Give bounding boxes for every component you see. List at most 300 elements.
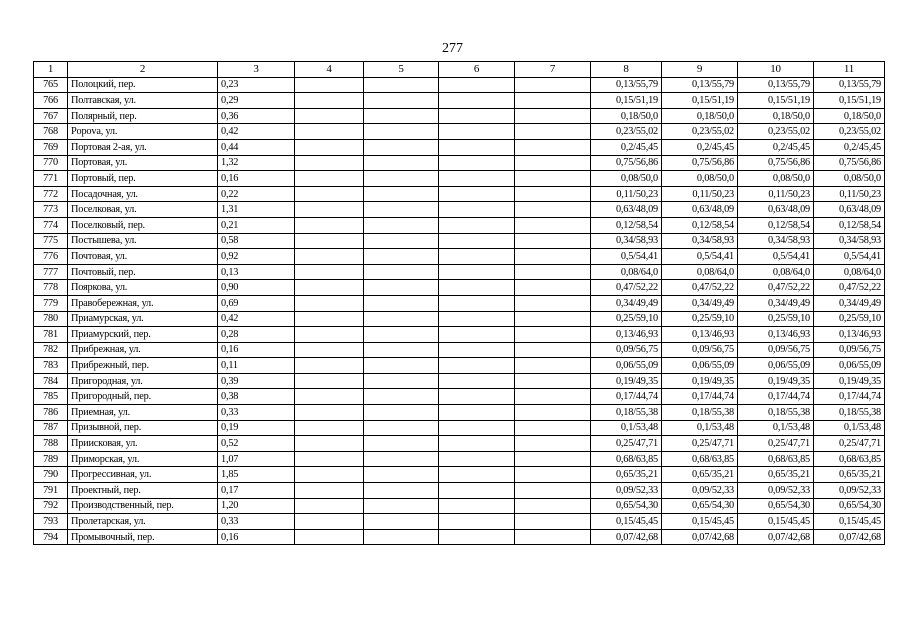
cell-col-9: 0,25/59,10 bbox=[662, 311, 738, 327]
cell-col-11: 0,13/55,79 bbox=[814, 77, 885, 93]
cell-col-8: 0,15/51,19 bbox=[591, 93, 662, 109]
cell-col-5 bbox=[364, 77, 439, 93]
cell-col-4 bbox=[295, 483, 364, 499]
cell-col-5 bbox=[364, 467, 439, 483]
cell-col-11: 0,08/50,0 bbox=[814, 171, 885, 187]
cell-col-11: 0,34/58,93 bbox=[814, 233, 885, 249]
cell-col-8: 0,23/55,02 bbox=[591, 124, 662, 140]
column-header-9: 9 bbox=[662, 62, 738, 78]
cell-length: 0,42 bbox=[218, 311, 295, 327]
table-row bbox=[34, 514, 885, 530]
cell-col-7 bbox=[515, 451, 591, 467]
cell-col-10: 0,12/58,54 bbox=[738, 217, 814, 233]
column-header-2: 2 bbox=[68, 62, 218, 78]
cell-col-10: 0,25/59,10 bbox=[738, 311, 814, 327]
cell-col-11: 0,09/52,33 bbox=[814, 483, 885, 499]
cell-col-10: 0,07/42,68 bbox=[738, 529, 814, 545]
cell-length: 0,69 bbox=[218, 295, 295, 311]
cell-col-11: 0,19/49,35 bbox=[814, 373, 885, 389]
cell-col-4 bbox=[295, 124, 364, 140]
cell-street-name: Пролетарская, ул. bbox=[68, 514, 218, 530]
cell-col-6 bbox=[439, 342, 515, 358]
cell-col-8: 0,07/42,68 bbox=[591, 529, 662, 545]
cell-col-11: 0,15/51,19 bbox=[814, 93, 885, 109]
cell-col-9: 0,07/42,68 bbox=[662, 529, 738, 545]
cell-col-7 bbox=[515, 311, 591, 327]
cell-col-6 bbox=[439, 420, 515, 436]
cell-col-4 bbox=[295, 389, 364, 405]
cell-col-5 bbox=[364, 280, 439, 296]
cell-col-6 bbox=[439, 139, 515, 155]
cell-col-7 bbox=[515, 93, 591, 109]
table-row bbox=[34, 155, 885, 171]
cell-length: 0,90 bbox=[218, 280, 295, 296]
cell-col-9: 0,09/56,75 bbox=[662, 342, 738, 358]
cell-length: 0,36 bbox=[218, 108, 295, 124]
cell-col-7 bbox=[515, 373, 591, 389]
column-header-1: 1 bbox=[34, 62, 68, 78]
cell-col-4 bbox=[295, 93, 364, 109]
cell-row-number: 788 bbox=[34, 436, 68, 452]
cell-col-10: 0,15/45,45 bbox=[738, 514, 814, 530]
cell-col-4 bbox=[295, 436, 364, 452]
cell-col-6 bbox=[439, 155, 515, 171]
cell-row-number: 765 bbox=[34, 77, 68, 93]
cell-col-6 bbox=[439, 389, 515, 405]
cell-col-4 bbox=[295, 171, 364, 187]
cell-col-5 bbox=[364, 373, 439, 389]
cell-length: 0,22 bbox=[218, 186, 295, 202]
cell-col-5 bbox=[364, 420, 439, 436]
cell-col-7 bbox=[515, 139, 591, 155]
cell-col-8: 0,75/56,86 bbox=[591, 155, 662, 171]
cell-street-name: Прибрежная, ул. bbox=[68, 342, 218, 358]
cell-col-6 bbox=[439, 405, 515, 421]
cell-row-number: 771 bbox=[34, 171, 68, 187]
table-row bbox=[34, 529, 885, 545]
cell-col-10: 0,34/58,93 bbox=[738, 233, 814, 249]
cell-street-name: Полоцкий, пер. bbox=[68, 77, 218, 93]
cell-col-8: 0,63/48,09 bbox=[591, 202, 662, 218]
column-header-7: 7 bbox=[515, 62, 591, 78]
cell-col-8: 0,25/47,71 bbox=[591, 436, 662, 452]
cell-col-11: 0,12/58,54 bbox=[814, 217, 885, 233]
cell-col-9: 0,09/52,33 bbox=[662, 483, 738, 499]
table-row bbox=[34, 108, 885, 124]
cell-col-5 bbox=[364, 498, 439, 514]
cell-row-number: 772 bbox=[34, 186, 68, 202]
cell-length: 0,17 bbox=[218, 483, 295, 499]
table-row bbox=[34, 311, 885, 327]
cell-col-11: 0,18/50,0 bbox=[814, 108, 885, 124]
cell-row-number: 794 bbox=[34, 529, 68, 545]
cell-row-number: 769 bbox=[34, 139, 68, 155]
cell-col-5 bbox=[364, 108, 439, 124]
cell-col-11: 0,07/42,68 bbox=[814, 529, 885, 545]
cell-length: 0,29 bbox=[218, 93, 295, 109]
cell-col-6 bbox=[439, 483, 515, 499]
cell-col-6 bbox=[439, 202, 515, 218]
cell-row-number: 789 bbox=[34, 451, 68, 467]
cell-col-5 bbox=[364, 186, 439, 202]
cell-col-8: 0,09/52,33 bbox=[591, 483, 662, 499]
cell-row-number: 770 bbox=[34, 155, 68, 171]
cell-row-number: 777 bbox=[34, 264, 68, 280]
cell-length: 0,13 bbox=[218, 264, 295, 280]
cell-col-7 bbox=[515, 186, 591, 202]
cell-col-4 bbox=[295, 155, 364, 171]
cell-col-4 bbox=[295, 373, 364, 389]
table-row bbox=[34, 124, 885, 140]
cell-col-7 bbox=[515, 155, 591, 171]
cell-col-5 bbox=[364, 436, 439, 452]
cell-col-10: 0,65/54,30 bbox=[738, 498, 814, 514]
cell-street-name: Почтовая, ул. bbox=[68, 249, 218, 265]
cell-length: 0,19 bbox=[218, 420, 295, 436]
cell-row-number: 780 bbox=[34, 311, 68, 327]
cell-street-name: Проектный, пер. bbox=[68, 483, 218, 499]
cell-col-8: 0,65/35,21 bbox=[591, 467, 662, 483]
cell-street-name: Постышева, ул. bbox=[68, 233, 218, 249]
cell-street-name: Прогрессивная, ул. bbox=[68, 467, 218, 483]
column-header-11: 11 bbox=[814, 62, 885, 78]
cell-col-4 bbox=[295, 139, 364, 155]
cell-row-number: 786 bbox=[34, 405, 68, 421]
cell-col-9: 0,06/55,09 bbox=[662, 358, 738, 374]
cell-col-11: 0,18/55,38 bbox=[814, 405, 885, 421]
cell-street-name: Полярный, пер. bbox=[68, 108, 218, 124]
cell-col-6 bbox=[439, 249, 515, 265]
cell-street-name: Приамурская, ул. bbox=[68, 311, 218, 327]
cell-col-7 bbox=[515, 420, 591, 436]
cell-col-8: 0,09/56,75 bbox=[591, 342, 662, 358]
table-row bbox=[34, 483, 885, 499]
cell-col-10: 0,18/50,0 bbox=[738, 108, 814, 124]
cell-col-6 bbox=[439, 295, 515, 311]
cell-street-name: Поселковый, пер. bbox=[68, 217, 218, 233]
cell-col-9: 0,5/54,41 bbox=[662, 249, 738, 265]
cell-row-number: 773 bbox=[34, 202, 68, 218]
cell-col-6 bbox=[439, 186, 515, 202]
cell-col-7 bbox=[515, 358, 591, 374]
cell-col-9: 0,63/48,09 bbox=[662, 202, 738, 218]
cell-col-10: 0,1/53,48 bbox=[738, 420, 814, 436]
cell-col-10: 0,63/48,09 bbox=[738, 202, 814, 218]
cell-col-7 bbox=[515, 342, 591, 358]
cell-col-8: 0,68/63,85 bbox=[591, 451, 662, 467]
cell-col-6 bbox=[439, 529, 515, 545]
cell-col-7 bbox=[515, 483, 591, 499]
cell-col-10: 0,75/56,86 bbox=[738, 155, 814, 171]
cell-col-9: 0,08/64,0 bbox=[662, 264, 738, 280]
cell-col-10: 0,13/46,93 bbox=[738, 327, 814, 343]
cell-col-9: 0,13/46,93 bbox=[662, 327, 738, 343]
cell-col-5 bbox=[364, 529, 439, 545]
cell-col-10: 0,08/64,0 bbox=[738, 264, 814, 280]
cell-col-6 bbox=[439, 77, 515, 93]
cell-col-9: 0,2/45,45 bbox=[662, 139, 738, 155]
cell-col-7 bbox=[515, 529, 591, 545]
cell-street-name: Почтовый, пер. bbox=[68, 264, 218, 280]
cell-col-11: 0,08/64,0 bbox=[814, 264, 885, 280]
cell-row-number: 778 bbox=[34, 280, 68, 296]
cell-col-9: 0,65/35,21 bbox=[662, 467, 738, 483]
cell-length: 0,92 bbox=[218, 249, 295, 265]
cell-col-8: 0,18/50,0 bbox=[591, 108, 662, 124]
cell-length: 1,20 bbox=[218, 498, 295, 514]
cell-col-6 bbox=[439, 514, 515, 530]
cell-col-11: 0,68/63,85 bbox=[814, 451, 885, 467]
cell-col-7 bbox=[515, 498, 591, 514]
cell-col-5 bbox=[364, 202, 439, 218]
cell-col-4 bbox=[295, 420, 364, 436]
cell-col-5 bbox=[364, 249, 439, 265]
table-row bbox=[34, 217, 885, 233]
cell-street-name: Портовая 2-ая, ул. bbox=[68, 139, 218, 155]
table-row bbox=[34, 139, 885, 155]
cell-col-8: 0,08/64,0 bbox=[591, 264, 662, 280]
cell-col-9: 0,08/50,0 bbox=[662, 171, 738, 187]
cell-col-4 bbox=[295, 249, 364, 265]
cell-col-7 bbox=[515, 327, 591, 343]
cell-col-5 bbox=[364, 514, 439, 530]
column-header-10: 10 bbox=[738, 62, 814, 78]
cell-col-4 bbox=[295, 498, 364, 514]
cell-col-9: 0,11/50,23 bbox=[662, 186, 738, 202]
cell-row-number: 787 bbox=[34, 420, 68, 436]
cell-col-11: 0,13/46,93 bbox=[814, 327, 885, 343]
cell-col-8: 0,5/54,41 bbox=[591, 249, 662, 265]
cell-col-7 bbox=[515, 124, 591, 140]
cell-col-5 bbox=[364, 264, 439, 280]
cell-length: 0,16 bbox=[218, 529, 295, 545]
cell-col-7 bbox=[515, 405, 591, 421]
cell-col-6 bbox=[439, 436, 515, 452]
cell-col-6 bbox=[439, 171, 515, 187]
cell-length: 0,58 bbox=[218, 233, 295, 249]
column-header-5: 5 bbox=[364, 62, 439, 78]
cell-col-6 bbox=[439, 467, 515, 483]
cell-col-11: 0,25/59,10 bbox=[814, 311, 885, 327]
table-row bbox=[34, 389, 885, 405]
table-row bbox=[34, 295, 885, 311]
cell-col-4 bbox=[295, 467, 364, 483]
cell-col-11: 0,1/53,48 bbox=[814, 420, 885, 436]
cell-col-5 bbox=[364, 358, 439, 374]
table-row bbox=[34, 451, 885, 467]
cell-street-name: Пояркова, ул. bbox=[68, 280, 218, 296]
cell-col-5 bbox=[364, 139, 439, 155]
cell-col-7 bbox=[515, 217, 591, 233]
cell-col-9: 0,19/49,35 bbox=[662, 373, 738, 389]
cell-col-10: 0,65/35,21 bbox=[738, 467, 814, 483]
cell-col-4 bbox=[295, 77, 364, 93]
cell-street-name: Промывочный, пер. bbox=[68, 529, 218, 545]
cell-row-number: 775 bbox=[34, 233, 68, 249]
cell-col-9: 0,65/54,30 bbox=[662, 498, 738, 514]
table-body bbox=[34, 77, 885, 545]
table-row bbox=[34, 498, 885, 514]
cell-length: 1,32 bbox=[218, 155, 295, 171]
cell-length: 0,28 bbox=[218, 327, 295, 343]
cell-row-number: 776 bbox=[34, 249, 68, 265]
cell-col-10: 0,15/51,19 bbox=[738, 93, 814, 109]
cell-col-9: 0,34/58,93 bbox=[662, 233, 738, 249]
cell-col-5 bbox=[364, 342, 439, 358]
cell-col-11: 0,65/35,21 bbox=[814, 467, 885, 483]
cell-col-10: 0,17/44,74 bbox=[738, 389, 814, 405]
cell-street-name: Посадочная, ул. bbox=[68, 186, 218, 202]
cell-col-7 bbox=[515, 514, 591, 530]
cell-length: 1,07 bbox=[218, 451, 295, 467]
table-row bbox=[34, 249, 885, 265]
cell-col-9: 0,25/47,71 bbox=[662, 436, 738, 452]
cell-col-11: 0,65/54,30 bbox=[814, 498, 885, 514]
cell-col-10: 0,18/55,38 bbox=[738, 405, 814, 421]
cell-col-11: 0,15/45,45 bbox=[814, 514, 885, 530]
cell-street-name: Приморская, ул. bbox=[68, 451, 218, 467]
cell-col-8: 0,65/54,30 bbox=[591, 498, 662, 514]
cell-col-6 bbox=[439, 93, 515, 109]
cell-col-6 bbox=[439, 124, 515, 140]
cell-col-8: 0,34/58,93 bbox=[591, 233, 662, 249]
cell-row-number: 783 bbox=[34, 358, 68, 374]
cell-length: 0,44 bbox=[218, 139, 295, 155]
table-row bbox=[34, 93, 885, 109]
cell-row-number: 792 bbox=[34, 498, 68, 514]
cell-col-11: 0,63/48,09 bbox=[814, 202, 885, 218]
cell-street-name: Призывной, пер. bbox=[68, 420, 218, 436]
cell-length: 0,52 bbox=[218, 436, 295, 452]
cell-col-11: 0,06/55,09 bbox=[814, 358, 885, 374]
cell-col-8: 0,11/50,23 bbox=[591, 186, 662, 202]
table-row bbox=[34, 358, 885, 374]
cell-col-10: 0,47/52,22 bbox=[738, 280, 814, 296]
cell-col-8: 0,34/49,49 bbox=[591, 295, 662, 311]
cell-street-name: Приисковая, ул. bbox=[68, 436, 218, 452]
cell-row-number: 781 bbox=[34, 327, 68, 343]
cell-col-8: 0,08/50,0 bbox=[591, 171, 662, 187]
cell-col-8: 0,18/55,38 bbox=[591, 405, 662, 421]
cell-col-11: 0,47/52,22 bbox=[814, 280, 885, 296]
cell-col-6 bbox=[439, 264, 515, 280]
cell-street-name: Пригородная, ул. bbox=[68, 373, 218, 389]
cell-col-8: 0,2/45,45 bbox=[591, 139, 662, 155]
cell-street-name: Пригородный, пер. bbox=[68, 389, 218, 405]
cell-street-name: Портовая, ул. bbox=[68, 155, 218, 171]
cell-col-6 bbox=[439, 373, 515, 389]
cell-col-5 bbox=[364, 295, 439, 311]
cell-length: 0,16 bbox=[218, 342, 295, 358]
cell-col-8: 0,25/59,10 bbox=[591, 311, 662, 327]
cell-street-name: Приамурский, пер. bbox=[68, 327, 218, 343]
cell-col-4 bbox=[295, 108, 364, 124]
cell-col-9: 0,18/50,0 bbox=[662, 108, 738, 124]
cell-col-11: 0,23/55,02 bbox=[814, 124, 885, 140]
cell-col-6 bbox=[439, 358, 515, 374]
cell-col-5 bbox=[364, 155, 439, 171]
cell-col-10: 0,11/50,23 bbox=[738, 186, 814, 202]
cell-col-7 bbox=[515, 171, 591, 187]
cell-col-4 bbox=[295, 311, 364, 327]
cell-col-7 bbox=[515, 77, 591, 93]
cell-row-number: 779 bbox=[34, 295, 68, 311]
cell-col-9: 0,12/58,54 bbox=[662, 217, 738, 233]
cell-col-10: 0,23/55,02 bbox=[738, 124, 814, 140]
cell-col-4 bbox=[295, 186, 364, 202]
cell-length: 1,31 bbox=[218, 202, 295, 218]
cell-row-number: 774 bbox=[34, 217, 68, 233]
cell-col-10: 0,2/45,45 bbox=[738, 139, 814, 155]
cell-col-11: 0,34/49,49 bbox=[814, 295, 885, 311]
cell-col-5 bbox=[364, 389, 439, 405]
cell-col-10: 0,68/63,85 bbox=[738, 451, 814, 467]
cell-street-name: Поселковая, ул. bbox=[68, 202, 218, 218]
cell-street-name: Полтавская, ул. bbox=[68, 93, 218, 109]
cell-col-8: 0,17/44,74 bbox=[591, 389, 662, 405]
cell-row-number: 791 bbox=[34, 483, 68, 499]
header-row bbox=[34, 62, 885, 78]
column-header-4: 4 bbox=[295, 62, 364, 78]
cell-col-6 bbox=[439, 233, 515, 249]
cell-col-7 bbox=[515, 233, 591, 249]
cell-col-9: 0,47/52,22 bbox=[662, 280, 738, 296]
cell-col-7 bbox=[515, 280, 591, 296]
cell-street-name: Popova, ул. bbox=[68, 124, 218, 140]
cell-col-5 bbox=[364, 311, 439, 327]
cell-col-10: 0,09/56,75 bbox=[738, 342, 814, 358]
cell-length: 1,85 bbox=[218, 467, 295, 483]
cell-street-name: Правобережная, ул. bbox=[68, 295, 218, 311]
cell-length: 0,16 bbox=[218, 171, 295, 187]
data-table bbox=[33, 61, 885, 545]
table-row bbox=[34, 186, 885, 202]
table-row bbox=[34, 280, 885, 296]
cell-col-4 bbox=[295, 217, 364, 233]
cell-col-11: 0,25/47,71 bbox=[814, 436, 885, 452]
cell-col-9: 0,75/56,86 bbox=[662, 155, 738, 171]
cell-col-9: 0,15/51,19 bbox=[662, 93, 738, 109]
cell-col-11: 0,75/56,86 bbox=[814, 155, 885, 171]
cell-col-11: 0,17/44,74 bbox=[814, 389, 885, 405]
table-row bbox=[34, 467, 885, 483]
cell-col-6 bbox=[439, 451, 515, 467]
table-row bbox=[34, 264, 885, 280]
cell-col-7 bbox=[515, 108, 591, 124]
table-row bbox=[34, 405, 885, 421]
cell-length: 0,33 bbox=[218, 405, 295, 421]
cell-col-10: 0,08/50,0 bbox=[738, 171, 814, 187]
cell-col-10: 0,06/55,09 bbox=[738, 358, 814, 374]
cell-col-11: 0,09/56,75 bbox=[814, 342, 885, 358]
cell-col-4 bbox=[295, 358, 364, 374]
cell-col-4 bbox=[295, 451, 364, 467]
cell-col-9: 0,23/55,02 bbox=[662, 124, 738, 140]
cell-street-name: Прибрежный, пер. bbox=[68, 358, 218, 374]
cell-col-6 bbox=[439, 217, 515, 233]
cell-col-9: 0,68/63,85 bbox=[662, 451, 738, 467]
cell-col-4 bbox=[295, 342, 364, 358]
cell-col-4 bbox=[295, 529, 364, 545]
cell-col-7 bbox=[515, 436, 591, 452]
cell-col-8: 0,12/58,54 bbox=[591, 217, 662, 233]
cell-length: 0,39 bbox=[218, 373, 295, 389]
table-row bbox=[34, 436, 885, 452]
cell-street-name: Приемная, ул. bbox=[68, 405, 218, 421]
page-number: 277 bbox=[442, 41, 463, 56]
cell-col-4 bbox=[295, 233, 364, 249]
cell-col-10: 0,13/55,79 bbox=[738, 77, 814, 93]
